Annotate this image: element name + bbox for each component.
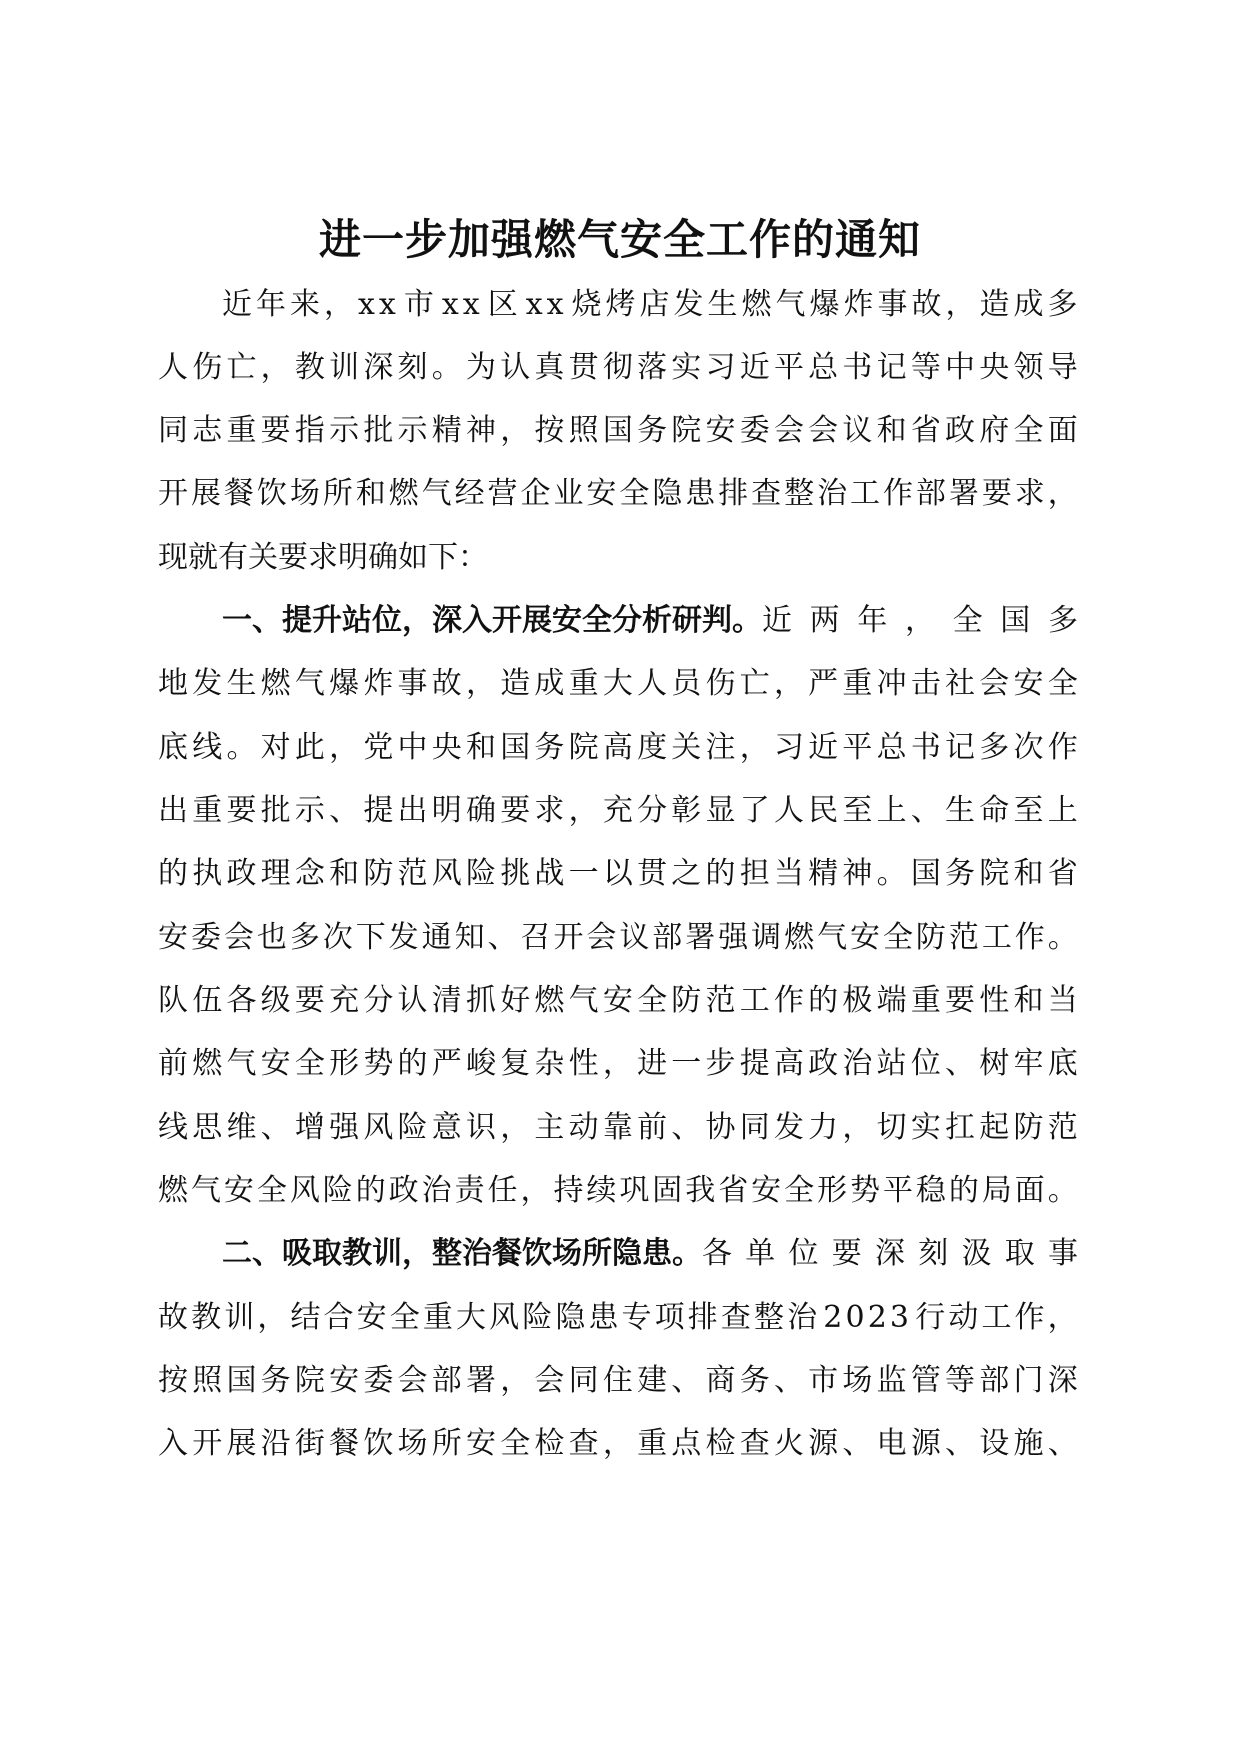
line-text: 按 照 国 务 院 安 委 会 部 署 ， 会 同 住 建 、 商 务 、 市 场 监 管 等 部 门 深: [158, 1363, 1078, 1398]
line-text: 燃 气 安 全 风 险 的 政 治 责 任 ， 持 续 巩 固 我 省 安 全 形 势 平 稳 的 局 面 。: [158, 1173, 1078, 1208]
paragraph-line: [158, 652, 1078, 716]
line-text: 同 志 重 要 指 示 批 示 精 神 ， 按 照 国 务 院 安 委 会 会 议 和 省 政 府 全 面: [158, 413, 1078, 448]
line-text: 线 思 维 、 增 强 风 险 意 识 ， 主 动 靠 前 、 协 同 发 力 ， 切 实 扛 起 防 范: [158, 1110, 1078, 1145]
line-text: 入 开 展 沿 街 餐 饮 场 所 安 全 检 查 ， 重 点 检 查 火 源 、 电 源 、 设 施 、: [158, 1426, 1078, 1461]
paragraph-line: [158, 1032, 1078, 1096]
paragraph-line: [158, 1096, 1078, 1160]
paragraph-line: [158, 462, 1078, 526]
paragraph-line: [158, 1412, 1078, 1476]
line-text: 故 教 训 ， 结 合 安 全 重 大 风 险 隐 患 专 项 排 查 整 治 2 0 2 3 行 动 工 作 ，: [158, 1300, 1078, 1335]
paragraph-line: [158, 1159, 1078, 1223]
line-text: 队 伍 各 级 要 充 分 认 清 抓 好 燃 气 安 全 防 范 工 作 的 极 端 重 要 性 和 当: [158, 983, 1078, 1018]
paragraph-line: [158, 336, 1078, 400]
paragraph-line: [158, 1349, 1078, 1413]
line-text: 底 线 。 对 此 ， 党 中 央 和 国 务 院 高 度 关 注 ， 习 近 平 总 书 记 多 次 作: [158, 730, 1078, 765]
section-heading: 一、提升站位，深入开展安全分析研判。: [222, 603, 762, 638]
line-text: 的 执 政 理 念 和 防 范 风 险 挑 战 一 以 贯 之 的 担 当 精 神 。 国 务 院 和 省: [158, 856, 1078, 891]
line-text: 地 发 生 燃 气 爆 炸 事 故 ， 造 成 重 大 人 员 伤 亡 ， 严 重 冲 击 社 会 安 全: [158, 666, 1078, 701]
line-text: 出 重 要 批 示 、 提 出 明 确 要 求 ， 充 分 彰 显 了 人 民 至 上 、 生 命 至 上: [158, 793, 1078, 828]
paragraph-line: [158, 716, 1078, 780]
paragraph-line: [158, 1286, 1078, 1350]
section-heading-line: [222, 589, 1078, 653]
paragraph-line: [158, 526, 1078, 590]
section-heading: 二、吸取教训，整治餐饮场所隐患。: [222, 1236, 702, 1271]
section-heading-line: [222, 1222, 1078, 1286]
paragraph-line: [158, 779, 1078, 843]
line-text: 近 年 来 ， x x 市 x x 区 x x 烧 烤 店 发 生 燃 气 爆 炸 事 故 ， 造 成 多: [222, 287, 1078, 322]
paragraph-line: [158, 842, 1078, 906]
line-text: 人 伤 亡 ， 教 训 深 刻 。 为 认 真 贯 彻 落 实 习 近 平 总 书 记 等 中 央 领 导: [158, 350, 1078, 385]
paragraph-line: [158, 399, 1078, 463]
line-text: 各 单 位 要 深 刻 汲 取 事: [702, 1236, 1078, 1271]
line-text: 安 委 会 也 多 次 下 发 通 知 、 召 开 会 议 部 署 强 调 燃 气 安 全 防 范 工 作 。: [158, 920, 1078, 955]
line-text: 现就有关要求明确如下：: [158, 540, 488, 575]
document-title: 进一步加强燃气安全工作的通知: [318, 215, 921, 264]
line-text: 开 展 餐 饮 场 所 和 燃 气 经 营 企 业 安 全 隐 患 排 查 整 治 工 作 部 署 要 求 ，: [158, 476, 1078, 511]
line-text: 近 两 年 ， 全 国 多: [762, 603, 1078, 638]
paragraph-line: [158, 969, 1078, 1033]
line-text: 前 燃 气 安 全 形 势 的 严 峻 复 杂 性 ， 进 一 步 提 高 政 治 站 位 、 树 牢 底: [158, 1046, 1078, 1081]
paragraph-line: [222, 273, 1078, 337]
paragraph-line: [158, 906, 1078, 970]
